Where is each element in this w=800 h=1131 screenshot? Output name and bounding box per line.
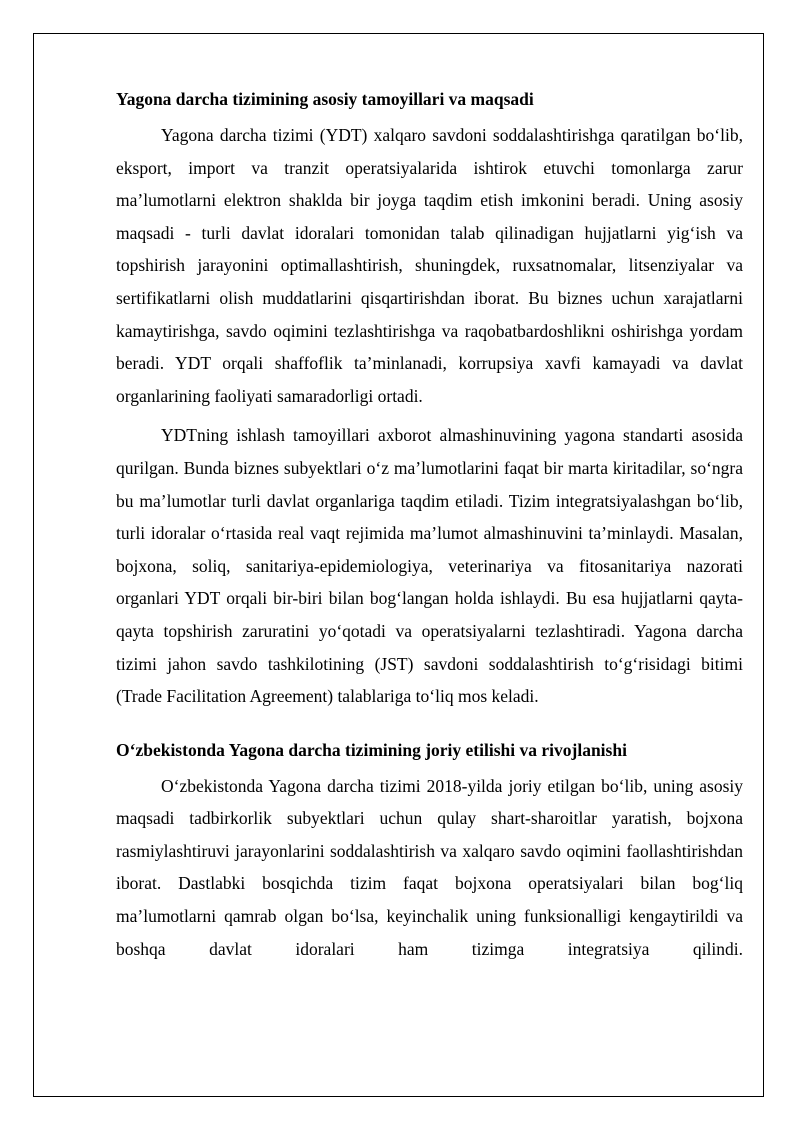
paragraph: YDTning ishlash tamoyillari axborot almashinuvining yagona standarti asosida qurilgan. Bunda biznes subyektlari o‘z ma’lumotlarini faqat bir marta kiritadilar, so‘ngra bu ma’lumotlar turli davlat organlariga taqdim etiladi. Tizim integratsiyalashgan bo‘lib, turli idoralar o‘rtasida real vaqt rejimida ma’lumot almashinuvini ta’minlaydi. Masalan, bojxona, soliq, sanitariya-epidemiologiya, veterinariya va fitosanitariya nazorati organlari YDT orqali bir-biri bilan bog‘langan holda ishlaydi. Bu esa hujjatlarni qayta-qayta topshirish zaruratini yo‘qotadi va operatsiyalarni tezlashtiradi. Yagona darcha tizimi jahon savdo tashkilotining (JST) savdoni soddalashtirish to‘g‘risidagi bitimi (Trade Facilitation Agreement) talablariga to‘liq mos keladi.	[116, 425, 743, 707]
section-heading: Yagona darcha tizimining asosiy tamoyillari va maqsadi	[116, 89, 534, 109]
section-heading: O‘zbekistonda Yagona darcha tizimining joriy etilishi va rivojlanishi	[116, 739, 627, 760]
paragraph: O‘zbekistonda Yagona darcha tizimi 2018-yilda joriy etilgan bo‘lib, uning asosiy maqsadi tadbirkorlik subyektlari uchun qulay shart-sharoitlar yaratish, bojxona rasmiylashtiruvi jarayonlarini soddalashtirish va xalqaro savdo oqimini faollashtirishdan iborat. Dastlabki bosqichda tizim faqat bojxona operatsiyalari bilan bog‘liq ma’lumotlarni qamrab olgan bo‘lsa, keyinchalik uning funksionalligi kengaytirildi va boshqa davlat idoralari ham tizimga integratsiya qilindi.	[116, 775, 743, 959]
document-body	[116, 86, 743, 965]
paragraph: Yagona darcha tizimi (YDT) xalqaro savdoni soddalashtirishga qaratilgan bo‘lib, eksport, import va tranzit operatsiyalarida ishtirok etuvchi tomonlarga zarur ma’lumotlarni elektron shaklda bir joyga taqdim etish imkonini beradi. Uning asosiy maqsadi - turli davlat idoralari tomonidan talab qilinadigan hujjatlarni yig‘ish va topshirish jarayonini optimallashtirish, shuningdek, ruxsatnomalar, litsenziyalar va sertifikatlarni olish muddatlarini qisqartirishdan iborat. Bu biznes uchun xarajatlarni kamaytirishga, savdo oqimini tezlashtirishga va raqobatbardoshlikni oshirishga yordam beradi. YDT orqali shaffoflik ta’minlanadi, korrupsiya xavfi kamayadi va davlat organlarining faoliyati samaradorligi ortadi.	[116, 125, 743, 406]
